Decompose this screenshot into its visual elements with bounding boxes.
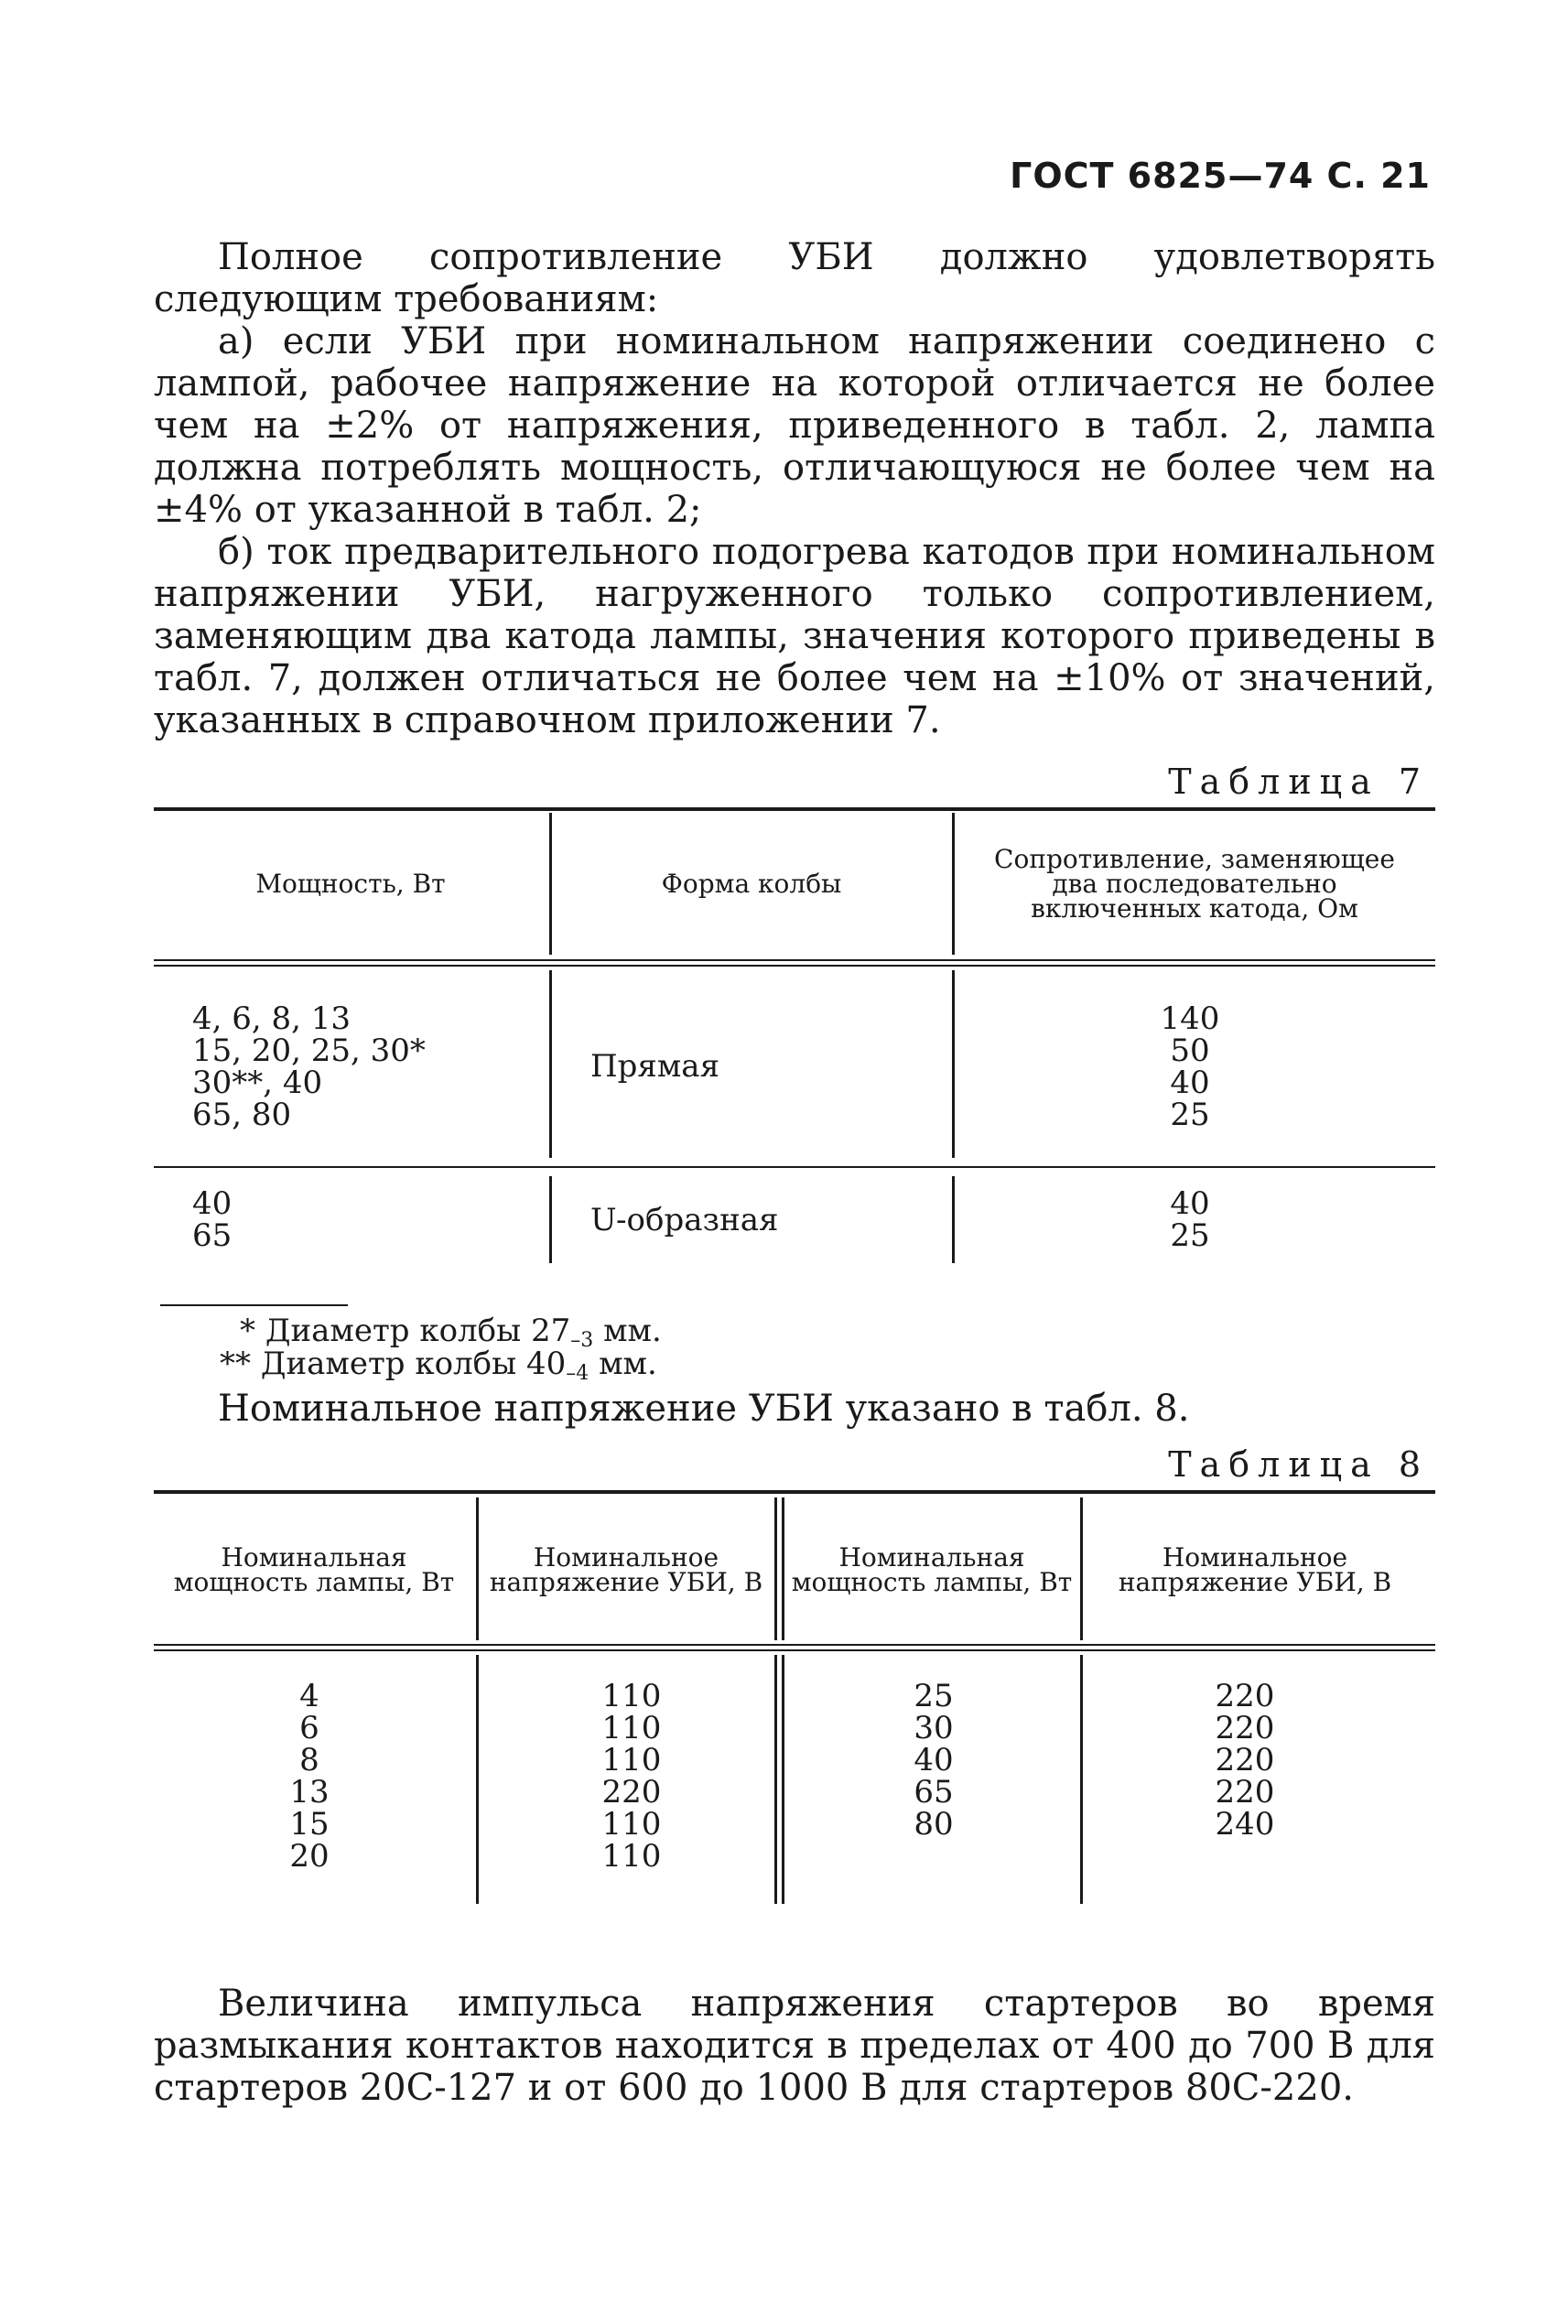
table7-divider <box>549 1176 552 1263</box>
table8-header-power-2: Номинальная мощность лампы, Вт <box>791 1542 1073 1597</box>
table-cell: 20 <box>289 1838 330 1875</box>
table7-divider <box>952 970 955 1158</box>
footnote-unit: мм. <box>599 1346 657 1382</box>
table7-caption: Таблица 7 <box>1168 762 1429 802</box>
table-cell: 8 <box>299 1742 319 1778</box>
table7-group1-shape: Прямая <box>590 1048 720 1085</box>
page-header: ГОСТ 6825—74 С. 21 <box>1010 156 1431 196</box>
table7-divider <box>549 813 552 955</box>
table-cell: 220 <box>1215 1710 1275 1746</box>
table7-divider <box>952 813 955 955</box>
table-cell: 40 <box>192 1185 232 1222</box>
table-cell: 65, 80 <box>192 1097 292 1133</box>
table8-caption: Таблица 8 <box>1168 1444 1429 1485</box>
table7-header-shape: Форма колбы <box>661 868 842 899</box>
footnote-subscript: –3 <box>570 1329 594 1352</box>
table8-divider <box>774 1497 777 1640</box>
table7-group2-shape: U-образная <box>590 1202 779 1238</box>
table-cell: 4 <box>299 1678 319 1714</box>
table-cell: 140 <box>1160 1000 1220 1037</box>
table7-group2-resistance <box>1098 1185 1281 1254</box>
table-cell: 40 <box>1170 1065 1210 1101</box>
table-cell: 50 <box>1170 1032 1210 1069</box>
table-cell: 110 <box>601 1838 662 1875</box>
table8-divider <box>782 1655 784 1904</box>
table-cell: 25 <box>914 1678 954 1714</box>
table7-group2-power <box>192 1185 232 1254</box>
table-cell: 40 <box>914 1742 954 1778</box>
table-cell: 220 <box>1215 1774 1275 1811</box>
table-cell: 15 <box>289 1806 330 1843</box>
table-cell: 25 <box>1170 1217 1210 1254</box>
table-cell: 220 <box>1215 1742 1275 1778</box>
footnote-rule <box>160 1304 348 1306</box>
footnote-subscript: –4 <box>566 1362 589 1385</box>
table8-divider <box>476 1655 479 1904</box>
table-cell: 110 <box>601 1678 662 1714</box>
footnote-2 <box>220 1347 657 1390</box>
table-cell: 110 <box>601 1710 662 1746</box>
closing-paragraph: Величина импульса напряжения стартеров во время размыкания контактов находится в пределах от 400 до 700 В для стартеров 20С-127 и от 600 до 1000 В для стартеров 80С-220. <box>154 1983 1435 2109</box>
table8-header-voltage-1: Номинальное напряжение УБИ, В <box>489 1542 763 1597</box>
table-cell: 6 <box>299 1710 319 1746</box>
table-cell: 30 <box>914 1710 954 1746</box>
table7-group1-resistance <box>1098 1000 1281 1133</box>
table8-intro-paragraph: Номинальное напряжение УБИ указано в табл. 8. <box>218 1388 1190 1430</box>
table7-group1-power <box>192 1000 426 1133</box>
requirement-a: а) если УБИ при номинальном напряжении соединено с лампой, рабочее напряжение на которой отличается не более чем на ±2% от напряжения, приведенного в табл. 2, лампа должна потреблять мощность, отличающуюся не более чем на ±4% от указанной в табл. 2; <box>154 320 1435 531</box>
table8-col2 <box>568 1678 696 1875</box>
table7-top-rule <box>154 807 1435 811</box>
table-cell: 30**, 40 <box>192 1065 323 1101</box>
table-cell: 65 <box>192 1217 232 1254</box>
table-cell: 4, 6, 8, 13 <box>192 1000 351 1037</box>
table8-divider <box>1080 1655 1083 1904</box>
table8-header-power-1: Номинальная мощность лампы, Вт <box>173 1542 455 1597</box>
table8-header-voltage-2: Номинальное напряжение УБИ, В <box>1118 1542 1392 1597</box>
table-cell: 15, 20, 25, 30* <box>192 1032 426 1069</box>
table-cell: 65 <box>914 1774 954 1811</box>
table-cell: 110 <box>601 1806 662 1843</box>
table7-group-rule <box>154 1166 1435 1168</box>
table-cell: 220 <box>601 1774 662 1811</box>
footnote-text: Диаметр колбы 40 <box>260 1346 567 1382</box>
table-cell: 220 <box>1215 1678 1275 1714</box>
table-cell: 40 <box>1170 1185 1210 1222</box>
closing-text <box>154 1983 1435 2109</box>
footnote-marker: ** <box>220 1346 251 1382</box>
table7-header-rule <box>154 959 1435 967</box>
table-cell: 240 <box>1215 1806 1275 1843</box>
table8-col4 <box>1181 1678 1309 1843</box>
table7-header-power: Мощность, Вт <box>255 868 446 899</box>
table8-divider <box>1080 1497 1083 1640</box>
footnote-unit: мм. <box>603 1313 662 1349</box>
table-cell: 110 <box>601 1742 662 1778</box>
table8-divider <box>476 1497 479 1640</box>
table8-col3 <box>870 1678 998 1843</box>
table8-col1 <box>245 1678 373 1875</box>
table8-intro <box>154 1388 1435 1430</box>
table8-header-rule <box>154 1644 1435 1651</box>
intro-text <box>154 236 1435 741</box>
footnote-marker: * <box>240 1313 255 1349</box>
table7-divider <box>952 1176 955 1263</box>
footnote-text: Диаметр колбы 27 <box>265 1313 571 1349</box>
table7-divider <box>549 970 552 1158</box>
intro-paragraph: Полное сопротивление УБИ должно удовлетворять следующим требованиям: <box>154 236 1435 320</box>
table8-divider <box>782 1497 784 1640</box>
table7-header-resistance: Сопротивление, заменяющее два последовательно включенных катода, Ом <box>994 844 1395 924</box>
table8-divider <box>774 1655 777 1904</box>
table-cell: 25 <box>1170 1097 1210 1133</box>
requirement-b: б) ток предварительного подогрева катодов при номинальном напряжении УБИ, нагруженного только сопротивлением, заменяющим два катода лампы, значения которого приведены в табл. 7, должен отличаться не более чем на ±10% от значений, указанных в справочном приложении 7. <box>154 531 1435 741</box>
table8-top-rule <box>154 1490 1435 1494</box>
table-cell: 13 <box>289 1774 330 1811</box>
table-cell: 80 <box>914 1806 954 1843</box>
